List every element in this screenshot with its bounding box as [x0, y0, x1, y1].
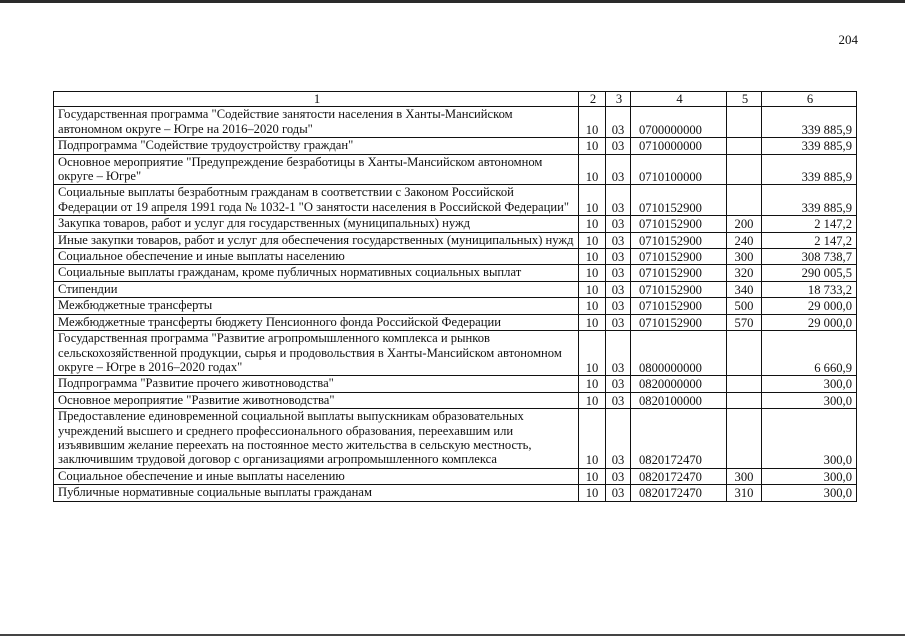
row-name: Социальные выплаты гражданам, кроме публичных нормативных социальных выплат: [54, 265, 579, 281]
column-number: 6: [762, 92, 857, 107]
table-row: [54, 249, 857, 265]
row-subsection: 03: [606, 376, 631, 392]
row-expense-type: 300: [727, 468, 762, 484]
row-expense-type: [727, 185, 762, 216]
row-amount: 300,0: [762, 409, 857, 469]
row-amount: 300,0: [762, 485, 857, 501]
row-target-code: 0710152900: [631, 185, 727, 216]
row-name: Основное мероприятие "Развитие животноводства": [54, 392, 579, 408]
row-target-code: 0710152900: [631, 314, 727, 330]
budget-table: [53, 91, 857, 502]
row-expense-type: [727, 409, 762, 469]
table-row: [54, 409, 857, 469]
row-target-code: 0710152900: [631, 298, 727, 314]
row-expense-type: [727, 138, 762, 154]
row-name: Государственная программа "Содействие занятости населения в Ханты-Мансийском автономном округе – Югре на 2016–2020 годы": [54, 107, 579, 138]
row-amount: 300,0: [762, 468, 857, 484]
row-amount: 29 000,0: [762, 314, 857, 330]
table-row: [54, 392, 857, 408]
row-expense-type: 300: [727, 249, 762, 265]
row-subsection: 03: [606, 485, 631, 501]
row-subsection: 03: [606, 265, 631, 281]
row-name: Социальное обеспечение и иные выплаты населению: [54, 468, 579, 484]
table-row: [54, 265, 857, 281]
row-target-code: 0820100000: [631, 392, 727, 408]
table-row: [54, 185, 857, 216]
table-row: [54, 376, 857, 392]
table-row: [54, 107, 857, 138]
table-row: [54, 154, 857, 185]
row-subsection: 03: [606, 154, 631, 185]
row-expense-type: [727, 392, 762, 408]
row-amount: 18 733,2: [762, 281, 857, 297]
row-section: 10: [579, 409, 606, 469]
row-subsection: 03: [606, 216, 631, 232]
row-amount: 339 885,9: [762, 107, 857, 138]
row-section: 10: [579, 185, 606, 216]
table-row: [54, 216, 857, 232]
row-amount: 2 147,2: [762, 216, 857, 232]
row-expense-type: 310: [727, 485, 762, 501]
table-row: [54, 485, 857, 501]
row-section: 10: [579, 265, 606, 281]
row-name: Основное мероприятие "Предупреждение безработицы в Ханты-Мансийском автономном округе – Югре": [54, 154, 579, 185]
table-row: [54, 331, 857, 376]
row-section: 10: [579, 468, 606, 484]
row-expense-type: [727, 107, 762, 138]
row-target-code: 0800000000: [631, 331, 727, 376]
row-expense-type: 570: [727, 314, 762, 330]
row-section: 10: [579, 216, 606, 232]
row-expense-type: 200: [727, 216, 762, 232]
table-row: [54, 468, 857, 484]
row-subsection: 03: [606, 331, 631, 376]
row-amount: 339 885,9: [762, 154, 857, 185]
row-section: 10: [579, 249, 606, 265]
row-target-code: 0820172470: [631, 468, 727, 484]
column-number-row: [54, 92, 857, 107]
table-row: [54, 281, 857, 297]
row-target-code: 0710000000: [631, 138, 727, 154]
row-section: 10: [579, 281, 606, 297]
row-section: 10: [579, 485, 606, 501]
row-name: Публичные нормативные социальные выплаты гражданам: [54, 485, 579, 501]
row-name: Социальное обеспечение и иные выплаты населению: [54, 249, 579, 265]
row-target-code: 0710152900: [631, 216, 727, 232]
row-amount: 300,0: [762, 392, 857, 408]
row-name: Закупка товаров, работ и услуг для государственных (муниципальных) нужд: [54, 216, 579, 232]
row-subsection: 03: [606, 314, 631, 330]
row-name: Межбюджетные трансферты бюджету Пенсионного фонда Российской Федерации: [54, 314, 579, 330]
row-section: 10: [579, 107, 606, 138]
row-name: Подпрограмма "Развитие прочего животноводства": [54, 376, 579, 392]
row-target-code: 0700000000: [631, 107, 727, 138]
row-name: Стипендии: [54, 281, 579, 297]
row-target-code: 0710152900: [631, 232, 727, 248]
row-target-code: 0820000000: [631, 376, 727, 392]
column-number: 1: [54, 92, 579, 107]
row-section: 10: [579, 232, 606, 248]
row-subsection: 03: [606, 107, 631, 138]
table-row: [54, 232, 857, 248]
row-expense-type: [727, 154, 762, 185]
column-number: 5: [727, 92, 762, 107]
row-amount: 6 660,9: [762, 331, 857, 376]
row-target-code: 0820172470: [631, 485, 727, 501]
row-target-code: 0710152900: [631, 265, 727, 281]
row-subsection: 03: [606, 409, 631, 469]
column-number: 4: [631, 92, 727, 107]
row-amount: 300,0: [762, 376, 857, 392]
row-amount: 2 147,2: [762, 232, 857, 248]
row-section: 10: [579, 314, 606, 330]
row-section: 10: [579, 392, 606, 408]
row-target-code: 0710152900: [631, 249, 727, 265]
row-subsection: 03: [606, 185, 631, 216]
row-expense-type: 500: [727, 298, 762, 314]
row-target-code: 0710152900: [631, 281, 727, 297]
row-section: 10: [579, 154, 606, 185]
row-name: Государственная программа "Развитие агропромышленного комплекса и рынков сельскохозяйственной продукции, сырья и продовольствия в Ханты-Мансийском автономном округе – Югре в 2016–2020 годах": [54, 331, 579, 376]
row-target-code: 0710100000: [631, 154, 727, 185]
row-subsection: 03: [606, 232, 631, 248]
row-expense-type: 320: [727, 265, 762, 281]
row-section: 10: [579, 138, 606, 154]
row-name: Предоставление единовременной социальной выплаты выпускникам образовательных учреждений высшего и среднего профессионального образования, переехавшим или изъявившим желание переехать на постоянное место жительства в сельскую местность, заключившим трудовой договор с организациями агропромышленного комплекса: [54, 409, 579, 469]
row-name: Социальные выплаты безработным гражданам в соответствии с Законом Российской Федерации от 19 апреля 1991 года № 1032-1 "О занятости населения в Российской Федерации": [54, 185, 579, 216]
page-number: 204: [838, 32, 858, 47]
column-number: 2: [579, 92, 606, 107]
scan-bottom-edge: [0, 634, 905, 636]
row-subsection: 03: [606, 468, 631, 484]
row-subsection: 03: [606, 298, 631, 314]
row-subsection: 03: [606, 392, 631, 408]
row-section: 10: [579, 298, 606, 314]
scan-top-edge: [0, 0, 905, 3]
column-number: 3: [606, 92, 631, 107]
table-row: [54, 298, 857, 314]
row-target-code: 0820172470: [631, 409, 727, 469]
row-name: Иные закупки товаров, работ и услуг для обеспечения государственных (муниципальных) нужд: [54, 232, 579, 248]
row-amount: 339 885,9: [762, 185, 857, 216]
row-subsection: 03: [606, 249, 631, 265]
row-amount: 290 005,5: [762, 265, 857, 281]
budget-table-body: [54, 92, 857, 502]
row-expense-type: 240: [727, 232, 762, 248]
row-name: Межбюджетные трансферты: [54, 298, 579, 314]
row-section: 10: [579, 331, 606, 376]
row-expense-type: [727, 376, 762, 392]
row-amount: 29 000,0: [762, 298, 857, 314]
row-subsection: 03: [606, 138, 631, 154]
row-section: 10: [579, 376, 606, 392]
table-row: [54, 314, 857, 330]
table-row: [54, 138, 857, 154]
row-expense-type: 340: [727, 281, 762, 297]
row-name: Подпрограмма "Содействие трудоустройству граждан": [54, 138, 579, 154]
row-amount: 308 738,7: [762, 249, 857, 265]
row-amount: 339 885,9: [762, 138, 857, 154]
row-expense-type: [727, 331, 762, 376]
row-subsection: 03: [606, 281, 631, 297]
